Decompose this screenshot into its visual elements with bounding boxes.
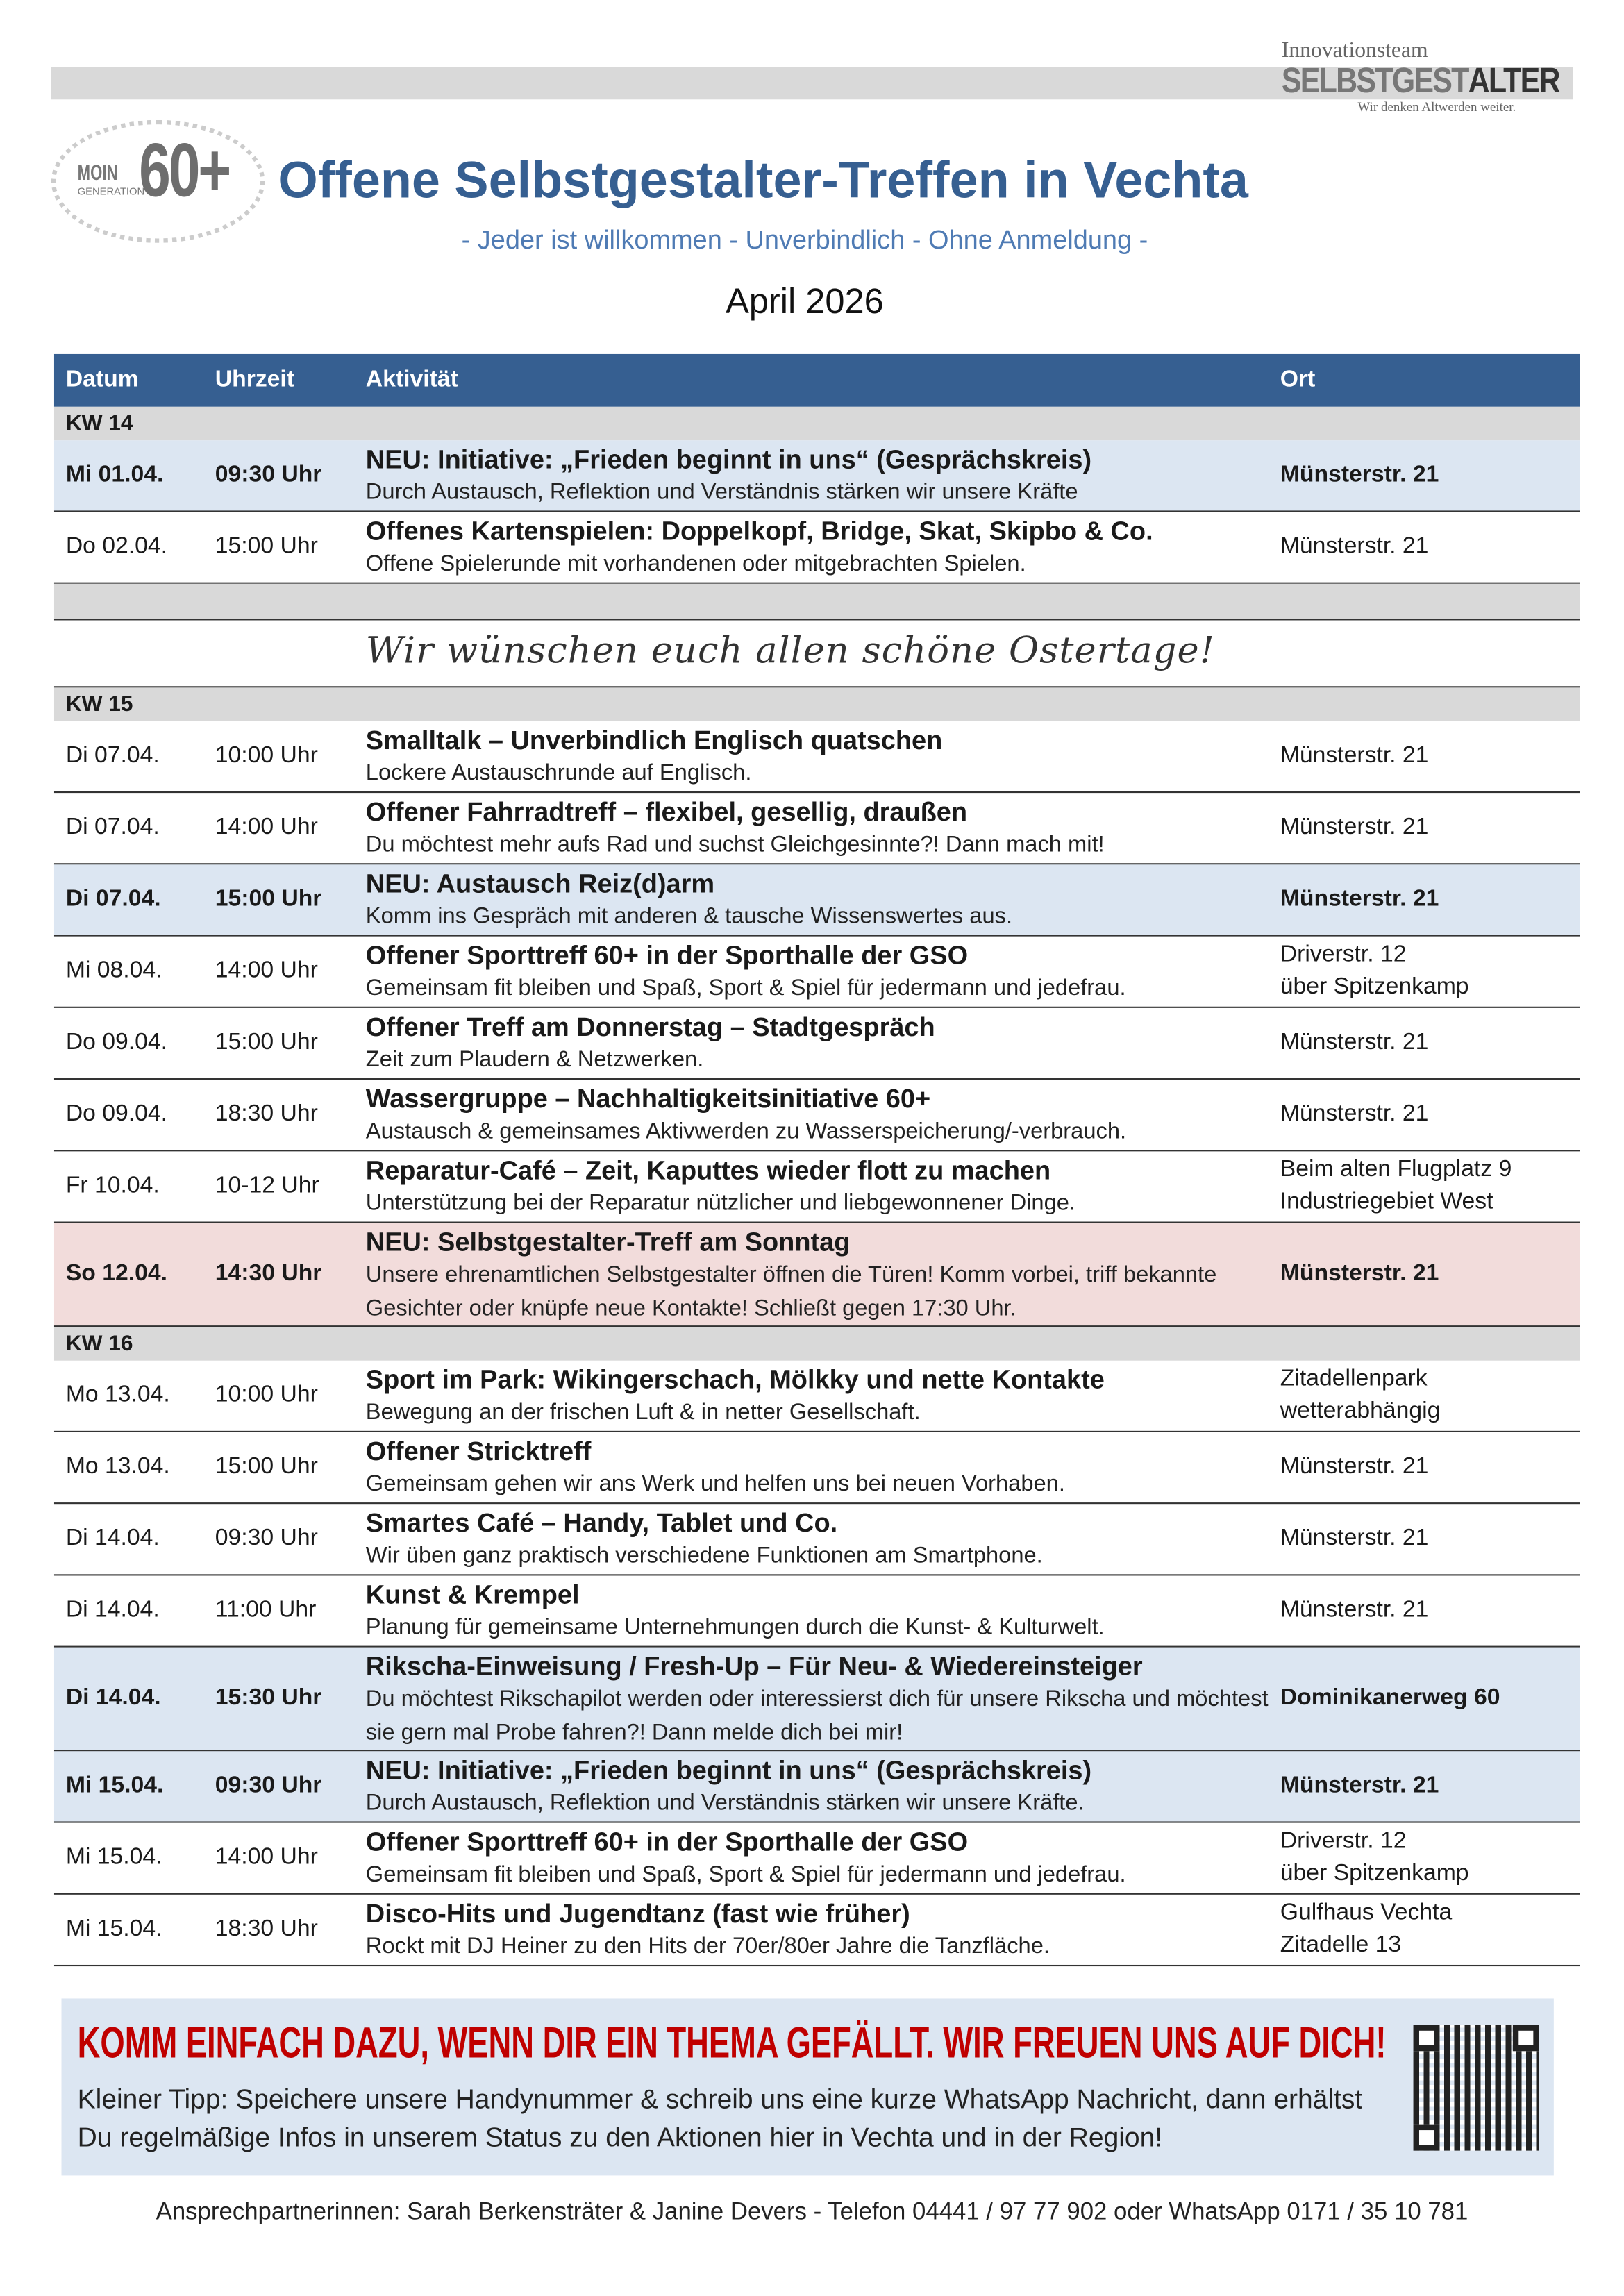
table-row <box>54 440 1580 512</box>
event-time: 11:00 Uhr <box>215 1598 317 1623</box>
location-line2: über Spitzenkamp <box>1280 1861 1469 1886</box>
month-label: April 2026 <box>726 282 884 322</box>
col-ort: Ort <box>1280 367 1316 392</box>
location-line1: Münsterstr. 21 <box>1280 1773 1439 1798</box>
event-activity <box>366 1082 1273 1148</box>
logo-line1: Innovationsteam <box>1281 39 1428 63</box>
week-row <box>54 687 1580 721</box>
event-date: Fr 10.04. <box>65 1173 160 1198</box>
event-title: Offener Sporttreff 60+ in der Sporthalle der GSO <box>365 940 969 971</box>
event-title: NEU: Initiative: „Frieden beginnt in uns“ (Gesprächskreis) <box>365 1755 1092 1785</box>
week-label: KW 14 <box>65 411 133 436</box>
event-description: Offene Spielerunde mit vorhandenen oder mitgebrachten Spielen. <box>365 551 1026 577</box>
event-description: Planung für gemeinsame Unternehmungen durch die Kunst- & Kulturwelt. <box>365 1615 1105 1641</box>
logo-line2b: ALTER <box>1468 61 1559 101</box>
event-description: Lockere Austauschrunde auf Englisch. <box>365 760 752 786</box>
event-description: Durch Austausch, Reflektion und Verständnis stärken wir unsere Kräfte. <box>365 1791 1085 1816</box>
easter-greeting: Wir wünschen euch allen schöne Ostertage! <box>365 629 1215 672</box>
logo-line2 <box>1281 61 1559 101</box>
table-row <box>54 1080 1580 1151</box>
table-row <box>54 721 1580 793</box>
event-title: Offener Stricktreff <box>365 1436 592 1466</box>
event-date: Di 14.04. <box>65 1685 161 1711</box>
event-title: Sport im Park: Wikingerschach, Mölkky und nette Kontakte <box>365 1365 1105 1395</box>
event-title: Offener Sporttreff 60+ in der Sporthalle der GSO <box>365 1827 969 1857</box>
event-description: Gemeinsam gehen wir ans Werk und helfen uns bei neuen Vorhaben. <box>365 1471 1065 1497</box>
cta-headline: KOMM EINFACH DAZU, WENN DIR EIN THEMA GEFÄLLT. WIR FREUEN UNS AUF DICH! <box>77 2018 1387 2068</box>
event-time: 18:30 Uhr <box>215 1916 318 1942</box>
event-date: Mi 15.04. <box>65 1773 164 1798</box>
logo-generation: GENERATION <box>77 187 145 198</box>
table-row <box>54 1504 1580 1575</box>
page-title: Offene Selbstgestalter-Treffen in Vechta <box>278 152 1248 210</box>
event-description: Komm ins Gespräch mit anderen & tausche Wissenswertes aus. <box>365 904 1013 930</box>
event-location <box>1280 1364 1441 1428</box>
event-title: Rikscha-Einweisung / Fresh-Up – Für Neu- & Wiedereinsteiger <box>365 1652 1143 1682</box>
event-location <box>1280 1155 1512 1219</box>
event-location <box>1280 740 1429 772</box>
location-line1: Driverstr. 12 <box>1280 1829 1407 1854</box>
location-line1: Zitadellenpark <box>1280 1366 1428 1391</box>
event-time: 09:30 Uhr <box>215 1773 322 1798</box>
event-location <box>1280 1099 1429 1131</box>
spacer-row <box>54 584 1580 621</box>
table-row <box>54 864 1580 936</box>
location-line1: Münsterstr. 21 <box>1280 1598 1429 1623</box>
event-title: Offener Treff am Donnerstag – Stadtgespräch <box>365 1012 935 1042</box>
event-description: Gemeinsam fit bleiben und Spaß, Sport & Spiel für jedermann und jedefrau. <box>365 1862 1126 1888</box>
subtitle: - Jeder ist willkommen - Unverbindlich - Ohne Anmeldung - <box>461 225 1148 255</box>
logo-sixty: 60+ <box>139 128 230 214</box>
easter-greeting-row <box>54 620 1580 687</box>
event-location <box>1280 884 1439 916</box>
event-activity <box>366 868 1273 934</box>
event-date: Di 14.04. <box>65 1525 160 1551</box>
event-date: Di 07.04. <box>65 743 160 769</box>
event-activity <box>366 1155 1273 1221</box>
event-description: Rockt mit DJ Heiner zu den Hits der 70er/80er Jahre die Tanzfläche. <box>365 1934 1050 1959</box>
event-activity <box>366 1435 1273 1501</box>
location-line1: Münsterstr. 21 <box>1280 1525 1429 1551</box>
event-date: Di 07.04. <box>65 814 160 840</box>
event-title: NEU: Austausch Reiz(d)arm <box>365 869 715 898</box>
event-title: Kunst & Krempel <box>365 1579 580 1609</box>
event-time: 15:00 Uhr <box>215 1030 318 1055</box>
schedule-table <box>54 354 1580 1966</box>
logo-tagline: Wir denken Altwerden weiter. <box>1357 99 1516 115</box>
event-date: Do 09.04. <box>65 1101 168 1127</box>
table-row <box>54 1575 1580 1647</box>
event-title: Reparatur-Café – Zeit, Kaputtes wieder flott zu machen <box>365 1155 1051 1185</box>
event-time: 14:00 Uhr <box>215 814 318 840</box>
event-date: Mi 15.04. <box>65 1845 162 1870</box>
location-line1: Driverstr. 12 <box>1280 942 1407 967</box>
event-date: Di 14.04. <box>65 1598 160 1623</box>
table-row <box>54 1008 1580 1080</box>
qr-code-icon[interactable] <box>1414 2025 1539 2150</box>
col-aktivitaet: Aktivität <box>365 367 458 392</box>
table-row <box>54 512 1580 584</box>
event-activity <box>366 724 1273 790</box>
event-date: So 12.04. <box>65 1261 168 1287</box>
event-title: Smalltalk – Unverbindlich Englisch quatschen <box>365 726 943 755</box>
event-activity <box>366 1226 1273 1325</box>
location-line1: Münsterstr. 21 <box>1280 534 1429 559</box>
event-description: Durch Austausch, Reflektion und Verständnis stärken wir unsere Kräfte <box>365 480 1078 505</box>
location-line1: Münsterstr. 21 <box>1280 1454 1429 1480</box>
event-time: 15:00 Uhr <box>215 886 322 912</box>
event-activity <box>366 1754 1273 1820</box>
event-location <box>1280 1826 1469 1891</box>
event-location <box>1280 1451 1429 1483</box>
event-location <box>1280 939 1469 1004</box>
location-line1: Münsterstr. 21 <box>1280 1101 1429 1127</box>
event-time: 18:30 Uhr <box>215 1101 318 1127</box>
table-row <box>54 1432 1580 1504</box>
week-row <box>54 407 1580 440</box>
event-location <box>1280 460 1439 492</box>
event-title: Wassergruppe – Nachhaltigkeitsinitiative 60+ <box>365 1084 931 1114</box>
event-title: Smartes Café – Handy, Tablet und Co. <box>365 1508 838 1538</box>
event-time: 14:00 Uhr <box>215 958 318 984</box>
event-activity <box>366 796 1273 862</box>
call-to-action-box <box>62 1998 1554 2175</box>
location-line1: Dominikanerweg 60 <box>1280 1685 1500 1711</box>
event-time: 10:00 Uhr <box>215 743 318 769</box>
table-row <box>54 1823 1580 1895</box>
event-title: Disco-Hits und Jugendtanz (fast wie früher) <box>365 1899 910 1929</box>
event-date: Do 09.04. <box>65 1030 168 1055</box>
event-date: Mo 13.04. <box>65 1454 170 1480</box>
location-line1: Münsterstr. 21 <box>1280 814 1429 840</box>
location-line1: Gulfhaus Vechta <box>1280 1900 1453 1926</box>
event-time: 09:30 Uhr <box>215 462 322 487</box>
event-activity <box>366 443 1273 509</box>
table-row <box>54 1361 1580 1432</box>
logo-line2a: SELBSTGEST <box>1281 61 1468 101</box>
event-time: 14:30 Uhr <box>215 1261 322 1287</box>
col-datum: Datum <box>65 367 139 392</box>
event-activity <box>366 1650 1273 1750</box>
event-title: Offener Fahrradtreff – flexibel, gesellig, draußen <box>365 797 968 827</box>
event-time: 15:00 Uhr <box>215 1454 318 1480</box>
event-activity <box>366 1507 1273 1573</box>
event-location <box>1280 1770 1439 1802</box>
table-header <box>54 354 1580 407</box>
event-time: 15:00 Uhr <box>215 534 318 559</box>
event-location <box>1280 1523 1429 1555</box>
location-line1: Münsterstr. 21 <box>1280 886 1439 912</box>
week-row <box>54 1327 1580 1360</box>
event-description: Unterstützung bei der Reparatur nützlicher und liebgewonnener Dinge. <box>365 1191 1076 1216</box>
event-activity <box>366 1897 1273 1963</box>
event-date: Mi 01.04. <box>65 462 164 487</box>
event-location <box>1280 531 1429 563</box>
event-activity <box>366 515 1273 581</box>
table-row <box>54 1151 1580 1223</box>
event-date: Mi 08.04. <box>65 958 162 984</box>
location-line2: wetterabhängig <box>1280 1398 1441 1424</box>
event-title: NEU: Selbstgestalter-Treff am Sonntag <box>365 1227 851 1257</box>
location-line1: Beim alten Flugplatz 9 <box>1280 1157 1512 1182</box>
event-location <box>1280 812 1429 844</box>
event-activity <box>366 1364 1273 1430</box>
event-date: Mi 15.04. <box>65 1916 162 1942</box>
event-location <box>1280 1897 1452 1962</box>
event-location <box>1280 1595 1429 1627</box>
event-time: 10-12 Uhr <box>215 1173 319 1198</box>
table-row <box>54 1751 1580 1822</box>
col-uhrzeit: Uhrzeit <box>215 367 295 392</box>
cta-tip: Kleiner Tipp: Speichere unsere Handynummer & schreib uns eine kurze WhatsApp Nachricht, dann erhältst Du regelmäßige Infos in unserem Status zu den Aktionen hier in Vechta und in der Region! <box>77 2083 1363 2152</box>
location-line1: Münsterstr. 21 <box>1280 462 1439 487</box>
event-location <box>1280 1027 1429 1059</box>
selbstgestalter-logo <box>1282 40 1559 114</box>
event-description: Du möchtest Rikschapilot werden oder interessierst dich für unsere Rikscha und möchtest sie gern mal Probe fahren?! Dann melde dich bei mir! <box>365 1686 1269 1745</box>
event-activity <box>366 1826 1273 1892</box>
event-title: NEU: Initiative: „Frieden beginnt in uns“ (Gesprächskreis) <box>365 444 1092 474</box>
event-description: Wir üben ganz praktisch verschiedene Funktionen am Smartphone. <box>365 1543 1043 1568</box>
event-date: Di 07.04. <box>65 886 161 912</box>
location-line1: Münsterstr. 21 <box>1280 1030 1429 1055</box>
event-description: Unsere ehrenamtlichen Selbstgestalter öffnen die Türen! Komm vorbei, triff bekannte Gesichter oder knüpfe neue Kontakte! Schließt gegen 17:30 Uhr. <box>365 1262 1217 1321</box>
location-line1: Münsterstr. 21 <box>1280 743 1429 769</box>
event-location <box>1280 1258 1439 1290</box>
event-description: Du möchtest mehr aufs Rad und suchst Gleichgesinnte?! Dann mach mit! <box>365 832 1105 857</box>
week-label: KW 15 <box>65 692 133 717</box>
week-label: KW 16 <box>65 1331 133 1357</box>
event-location <box>1280 1682 1500 1714</box>
event-activity <box>366 1579 1273 1645</box>
event-time: 15:30 Uhr <box>215 1685 322 1711</box>
table-row <box>54 1895 1580 1966</box>
event-date: Mo 13.04. <box>65 1382 170 1408</box>
event-description: Austausch & gemeinsames Aktivwerden zu Wasserspeicherung/-verbrauch. <box>365 1119 1127 1144</box>
contact-line: Ansprechpartnerinnen: Sarah Berkensträter & Janine Devers - Telefon 04441 / 97 77 902 oder WhatsApp 0171 / 35 10 781 <box>156 2199 1468 2226</box>
table-row <box>54 793 1580 864</box>
table-row <box>54 1223 1580 1327</box>
event-time: 10:00 Uhr <box>215 1382 318 1408</box>
event-activity <box>366 939 1273 1005</box>
event-time: 14:00 Uhr <box>215 1845 318 1870</box>
event-activity <box>366 1011 1273 1077</box>
table-row <box>54 937 1580 1008</box>
event-description: Bewegung an der frischen Luft & in netter Gesellschaft. <box>365 1400 921 1425</box>
event-time: 09:30 Uhr <box>215 1525 318 1551</box>
logo-moin: MOIN <box>77 160 118 186</box>
event-description: Gemeinsam fit bleiben und Spaß, Sport & Spiel für jedermann und jedefrau. <box>365 975 1126 1001</box>
event-title: Offenes Kartenspielen: Doppelkopf, Bridge, Skat, Skipbo & Co. <box>365 516 1153 546</box>
event-date: Do 02.04. <box>65 534 168 559</box>
table-row <box>54 1648 1580 1752</box>
location-line2: über Spitzenkamp <box>1280 974 1469 1000</box>
location-line1: Münsterstr. 21 <box>1280 1261 1439 1287</box>
location-line2: Industriegebiet West <box>1280 1189 1493 1214</box>
location-line2: Zitadelle 13 <box>1280 1932 1402 1958</box>
event-description: Zeit zum Plaudern & Netzwerken. <box>365 1047 704 1073</box>
